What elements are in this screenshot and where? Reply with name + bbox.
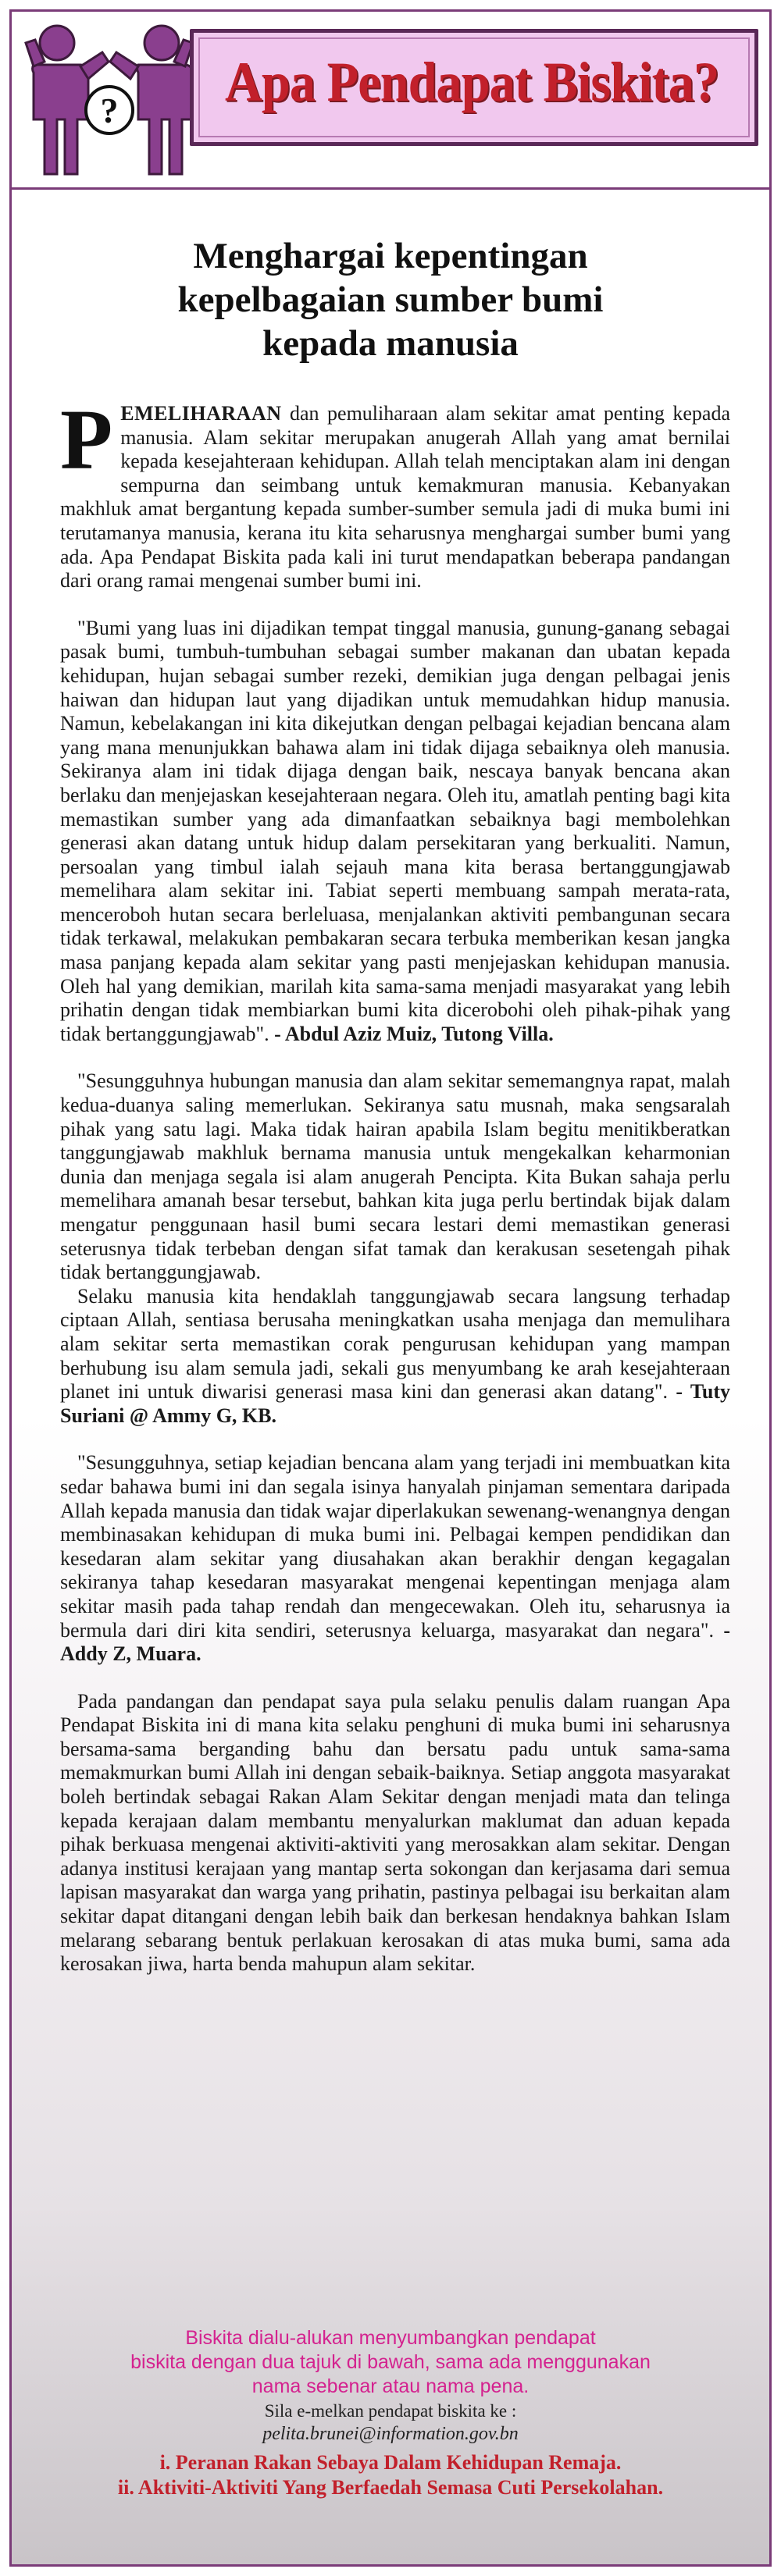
email-address: pelita.brunei@information.gov.bn — [262, 2424, 519, 2444]
question-mark-text: ? — [100, 91, 119, 130]
opinion-1-author: - Abdul Aziz Muiz, Tutong Villa. — [274, 1022, 554, 1045]
headline-line-3: kepada manusia — [262, 323, 519, 364]
topic-2: ii. Aktiviti-Aktiviti Yang Berfaedah Semasa Cuti Persekolahan. — [117, 2476, 664, 2499]
invite-line-1: Biskita dialu-alukan menyumbangkan pendapat — [185, 2327, 596, 2349]
intro-text: dan pemuliharaan alam sekitar amat penting kepada manusia. Alam sekitar merupakan anugerah Allah yang amat bernilai kepada kesejahteraan kehidupan. Allah telah menciptakan alam ini dengan sempurna dan seimbang untuk kemakmuran manusia. Kebanyakan makhluk amat bergantung kepada sumber-sumber semula jadi di muka bumi ini terutamanya manusia, kerana itu kita seharusnya menghargai sumber bumi yang ada. Apa Pendapat Biskita pada kali ini turut mendapatkan beberapa pandangan dari orang ramai mengenai sumber bumi ini. — [60, 402, 730, 592]
opinion-2-text-1: "Sesungguhnya hubungan manusia dan alam sekitar sememangnya rapat, malah kedua-duanya saling memerlukan. Sekiranya satu musnah, maka sengsaralah pihak yang satu lagi. Maka tidak hairan apabila Islam begitu menitikberatkan tanggungjawab makhluk bernama manusia untuk mengekalkan keharmonian dunia dan menjaga segala isi alam anugerah Pencipta. Kita Bukan sahaja perlu memelihara amanah besar tersebut, bahkan kita juga perlu bertindak bijak dalam mengatur penggunaan hasil bumi secara lestari demi memastikan generasi seterusnya tidak terbeban dengan sifat tamak dan kerakusan sesetengah pihak tidak bertanggungjawab. — [60, 1069, 730, 1284]
intro-paragraph — [60, 392, 730, 593]
people-question-icon — [20, 18, 199, 182]
headline-line-1: Menghargai kepentingan — [193, 236, 588, 276]
opinion-paragraph-3 — [60, 1451, 730, 1666]
article-body — [60, 392, 731, 1976]
conclusion-text: Pada pandangan dan pendapat saya pula selaku penulis dalam ruangan Apa Pendapat Biskita ini di mana kita selaku penghuni di muka bumi ini seharusnya bersama-sama berganding bahu dan bersatu padu untuk sama-sama memakmurkan bumi Allah ini dengan sebaik-baiknya. Setiap anggota masyarakat boleh bertindak sebagai Rakan Alam Sekitar dengan menjadi mata dan telinga kepada kerajaan dalam membantu menyalurkan maklumat dan aduan kepada pihak berkuasa mengenai aktiviti-aktiviti yang merosakkan alam sekitar. Dengan adanya institusi kerajaan yang mantap serta sokongan dan kerjasama dari semua lapisan masyarakat dan warga yang prihatin, pastinya pelbagai isu berkaitan alam sekitar dapat ditangani dengan lebih baik dan berkesan hendaknya bahkan Islam melarang sebarang bentuk perlakuan kerosakan di atas muka bumi, sama ada kerosakan jiwa, harta benda mahupun alam sekitar. — [60, 1689, 730, 1976]
conclusion-paragraph — [60, 1690, 730, 1976]
contribution-footer — [43, 2326, 738, 2500]
intro-lead-word: EMELIHARAAN — [120, 402, 282, 425]
opinion-3-text: "Sesungguhnya, setiap kejadian bencana alam yang terjadi ini membuatkan kita sedar bahawa bumi ini dan segala isinya hanyalah pinjaman sementara daripada Allah kepada manusia dan tidak wajar diperlakukan sewenang-wenangnya dengan membinasakan kehidupan di muka bumi ini. Pelbagai kempen pendidikan dan kesedaran alam sekitar yang diusahakan akan berakhir dengan kegagalan sekiranya tahap kesedaran masyarakat mengenai kepentingan menjaga alam sekitar masih pada tahap rendah dan mengecewakan. Oleh itu, seharusnya ia bermula dari diri kita sendiri, seterusnya keluarga, masyarakat dan negara". — [60, 1451, 730, 1642]
invite-text — [43, 2326, 738, 2399]
opinion-3-author: - Addy Z, Muara. — [60, 1618, 730, 1666]
title-banner — [190, 29, 758, 146]
header-divider — [12, 187, 769, 190]
invite-line-3: nama sebenar atau nama pena. — [251, 2375, 530, 2397]
opinion-2-text-2: Selaku manusia kita hendaklah tanggungjawab secara langsung terhadap ciptaan Allah, sentiasa berusaha meningkatkan usaha menjaga dan memulihara alam sekitar serta memastikan corak pengurusan kehidupan yang mampan berhubung isu alam semula jadi, sekali gus menyumbang ke arah kesejahteraan planet ini untuk diwarisi generasi masa kini dan generasi akan datang". — [60, 1284, 730, 1404]
headline-line-2: kepelbagaian sumber bumi — [177, 279, 604, 320]
topics-list — [43, 2450, 738, 2500]
email-label: Sila e-melkan pendapat biskita ke : — [264, 2401, 517, 2421]
page-frame — [9, 9, 772, 2567]
column-title: Apa Pendapat Biskita? — [225, 51, 719, 113]
article-headline — [59, 234, 722, 365]
opinion-paragraph-1 — [60, 617, 730, 1047]
opinion-2-author: - Tuty Suriani @ Ammy G, KB. — [60, 1380, 731, 1427]
topic-1: i. Peranan Rakan Sebaya Dalam Kehidupan Remaja. — [159, 2451, 622, 2474]
opinion-1-text: "Bumi yang luas ini dijadikan tempat tinggal manusia, gunung-ganang sebagai pasak bumi, tumbuh-tumbuhan sebagai sumber makanan dan ubatan kepada kehidupan, hujan sebagai sumber rezeki, demikian juga dengan pelbagai jenis haiwan dan hidupan laut yang dijadikan untuk memudahkan hidup manusia. Namun, kebelakangan ini kita dikejutkan dengan pelbagai kejadian bencana alam yang mana menunjukkan bahawa alam ini tidak dijaga sebaiknya oleh manusia. Sekiranya alam ini tidak dijaga dengan baik, nescaya banyak bencana akan berlaku dan menjejaskan kesejahteraan negara. Oleh itu, amatlah penting bagi kita memastikan sumber yang ada dimanfaatkan sebaiknya bagi membolehkan generasi akan datang untuk hidup dalam persekitaran yang berkualiti. Namun, persoalan yang timbul ialah sejauh mana kita berasa bertanggungjawab memelihara alam sekitar ini. Tabiat seperti membuang sampah merata-rata, menceroboh hutan secara berleluasa, menjalankan aktiviti pembangunan secara tidak terkawal, melakukan pembakaran secara terbuka memberikan kesan jangka masa panjang kepada alam sekitar yang pasti menjejaskan kehidupan manusia. Oleh hal yang demikian, marilah kita sama-sama menjadi masyarakat yang lebih prihatin dengan tidak membiarkan bumi kita dicerobohi oleh pihak-pihak yang tidak bertanggungjawab". — [60, 616, 730, 1045]
opinion-paragraph-2a — [60, 1069, 730, 1284]
column-header — [12, 12, 769, 187]
invite-line-2: biskita dengan dua tajuk di bawah, sama ada menggunakan — [130, 2351, 651, 2373]
drop-cap: P — [60, 392, 113, 487]
opinion-paragraph-2b — [60, 1285, 730, 1429]
